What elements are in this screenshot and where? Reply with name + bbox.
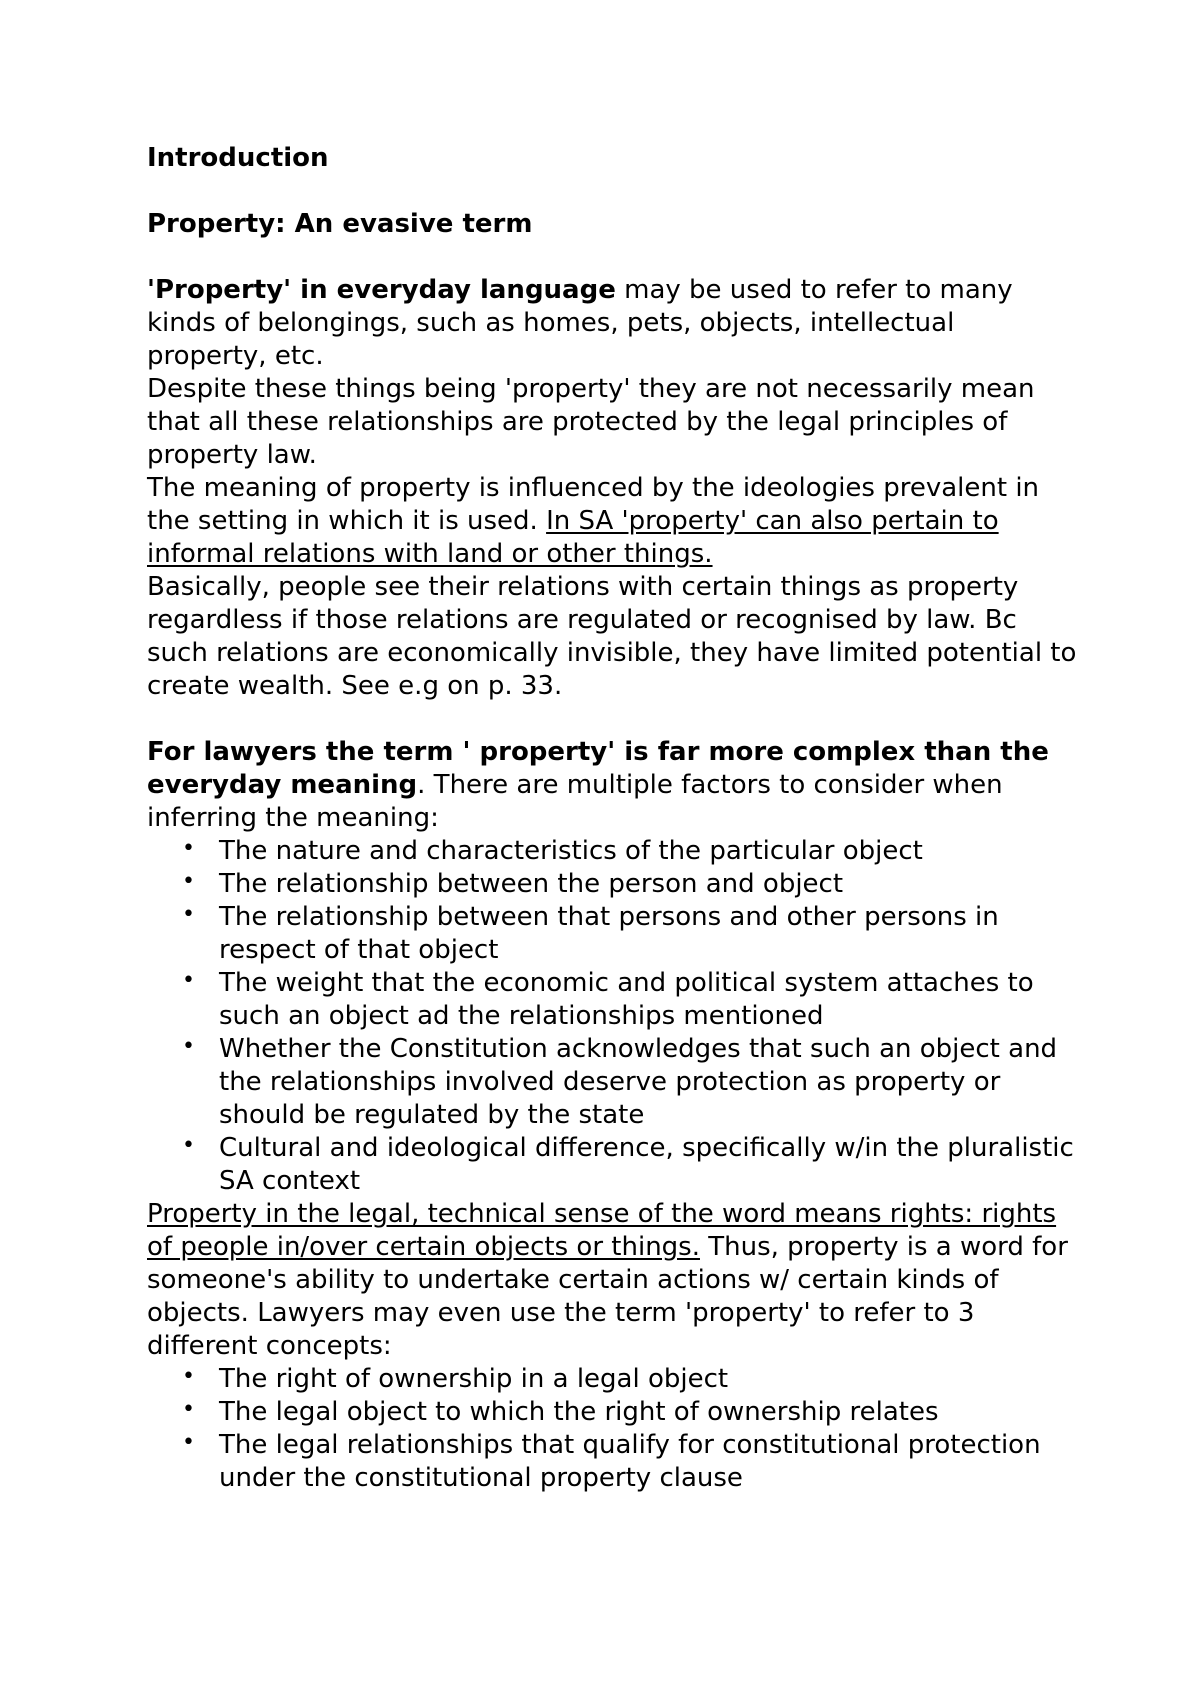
economic-invisibility-paragraph: Basically, people see their relations with certain things as property regardless if those relations are regulated or recognised by law. Bc such relations are economically invisible, they have limited potential to create wealth. See e.g on p. 33.	[147, 572, 1077, 701]
list-item: • Cultural and ideological difference, specifically w/in the pluralistic SA context	[219, 1132, 1077, 1198]
list-item: • The weight that the economic and political system attaches to such an object ad the relationships mentioned	[219, 967, 1077, 1033]
list-item: • The relationship between that persons and other persons in respect of that object	[219, 901, 1077, 967]
list-item: • The right of ownership in a legal object	[219, 1363, 1077, 1396]
ideologies-paragraph: The meaning of property is influenced by the ideologies prevalent in the setting in which it is used. In SA 'property' can also pertain to informal relations with land or other things.	[147, 473, 1040, 569]
list-item: • The relationship between the person and object	[219, 868, 1077, 901]
document-page	[147, 142, 1077, 1495]
list-item: • Whether the Constitution acknowledges that such an object and the relationships involved deserve protection as property or should be regulated by the state	[219, 1033, 1077, 1132]
document-heading: Introduction	[147, 143, 329, 173]
lawyers-paragraph: For lawyers the term ' property' is far more complex than the everyday meaning. There are multiple factors to consider when inferring the meaning:	[147, 737, 1049, 833]
list-item: • The legal object to which the right of ownership relates	[219, 1396, 1077, 1429]
everyday-meaning-paragraph: 'Property' in everyday language may be used to refer to many kinds of belongings, such as homes, pets, objects, intellectual property, etc.	[147, 275, 1013, 371]
factors-list	[147, 835, 1077, 1198]
section-subheading: Property: An evasive term	[147, 209, 533, 239]
concepts-list	[147, 1363, 1077, 1495]
list-item: • The legal relationships that qualify for constitutional protection under the constitutional property clause	[219, 1429, 1077, 1495]
legal-protection-paragraph: Despite these things being 'property' they are not necessarily mean that all these relationships are protected by the legal principles of property law.	[147, 374, 1035, 470]
legal-sense-paragraph: Property in the legal, technical sense of the word means rights: rights of people in/over certain objects or things. Thus, property is a word for someone's ability to undertake certain actions w/ certain kinds of objects. Lawyers may even use the term 'property' to refer to 3 different concepts:	[147, 1199, 1068, 1361]
list-item: • The nature and characteristics of the particular object	[219, 835, 1077, 868]
